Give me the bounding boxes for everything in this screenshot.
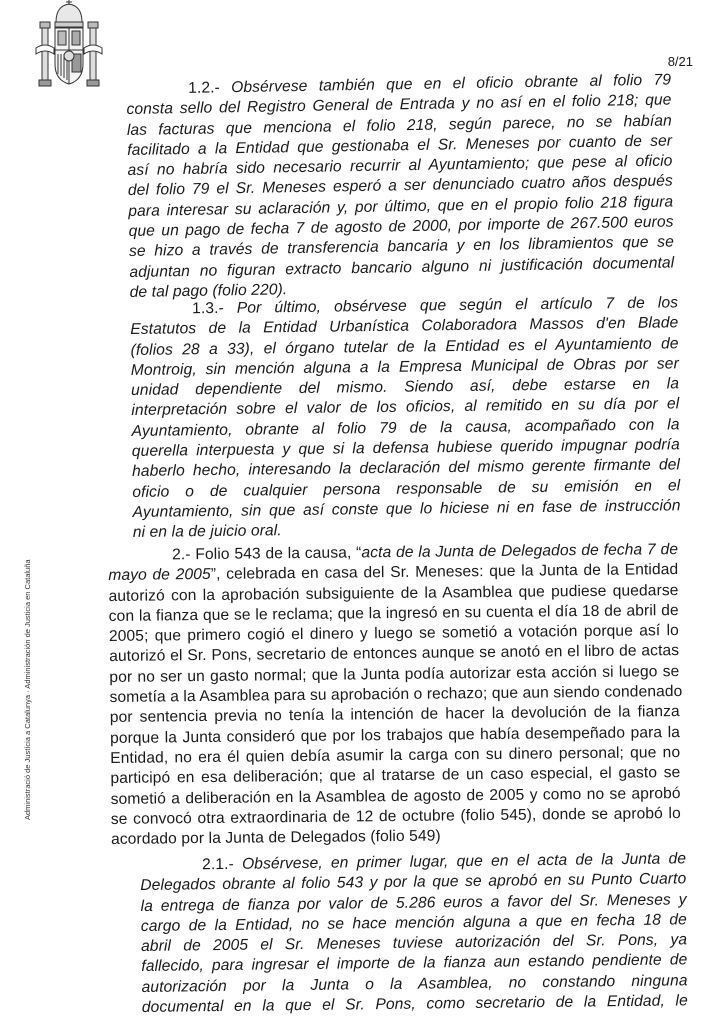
paragraph-number: 2.1.- <box>202 855 234 874</box>
text-line: unidad dependiente del mismo. Siendo así, debe estarse en la <box>131 375 680 400</box>
text-line: se hizo a través de transferencia bancaria y en los libramientos que se <box>128 233 675 261</box>
text-line: sometía a la Asamblea para su aprobación o rechazo; que aun siendo condenado <box>109 683 683 707</box>
text-line: Obsérvese también que en el oficio obrante al folio 79 <box>231 71 672 97</box>
text-line: cargo de la Entidad, no se hace mención alguna a que en fecha 18 de <box>140 911 687 935</box>
text-line: Entidad, no era él quien debía asumir la carga con su dinero personal; que no <box>110 743 681 767</box>
text-line: que un pago de fecha 7 de agosto de 2000, por importe de 267.500 euros <box>128 213 674 241</box>
text-line: para interesar su aclaración y, por último, que en el propio folio 218 figura <box>128 193 674 220</box>
text-line: con la fianza que se le reclama; que la ingresó en su cuenta el día 18 de abril de <box>108 601 679 625</box>
text-line: interpretación sobre el valor de los oficios, al remitido en su día por el <box>131 395 680 420</box>
text-line: oficio o de cualquier persona responsable de su emisión en el <box>132 476 681 501</box>
text-line: las facturas que menciona el folio 218, según parece, no se habían <box>126 112 672 139</box>
spain-coat-of-arms-icon <box>34 0 104 96</box>
text-line: autorizó el Sr. Pons, secretario de entonces aunque se anotó en el libro de actas <box>109 642 680 666</box>
paragraph-number: 1.3.- <box>192 299 224 318</box>
text-line: ni en la de juicio oral. <box>132 522 282 542</box>
text-line: haberlo hecho, interesando la declaración del mismo gerente firmante del <box>131 456 681 481</box>
paragraph-2 <box>108 540 681 850</box>
paragraph-1-3 <box>130 293 681 543</box>
text-line: sometió a deliberación en la Asamblea de agosto de 2005 y como no se aprobó <box>110 784 681 808</box>
text-line: querella interpuesta y que si la defensa hubiese querido impugnar podría <box>131 436 680 461</box>
text-line: Montroig, sin mención alguna a la Empresa Municipal de Obras por ser <box>130 355 679 379</box>
quoted-title: acta de la Junta de Delegados de fecha 7 de <box>361 541 679 562</box>
text-line: documental en la que el Sr. Pons, como secretario de la Entidad, le <box>141 992 688 1017</box>
text-fragment: Folio 543 de la causa, “ <box>195 544 362 564</box>
text-line: la entrega de fianza por valor de 5.286 euros a favor del Sr. Meneses y <box>140 890 687 915</box>
text-line: fallecido, para ingresar el importe de la fianza aun estando pendiente de <box>141 951 688 976</box>
text-line: de tal pago (folio 220). <box>129 281 288 301</box>
text-line: Ayuntamiento, obrante al folio 79 de la causa, acompañado con la <box>131 416 680 440</box>
text-line: por sentencia previa no tenía la intención de hacer la devolución de la fianza <box>109 703 680 727</box>
paragraph-number: 2.- <box>172 546 191 564</box>
text-fragment: ”, celebrada en casa del Sr. Meneses: que la Junta de la Entidad <box>210 561 679 584</box>
text-line: acordado por la Junta de Delegados (folio 549) <box>110 827 441 849</box>
paragraph-1-2 <box>126 70 675 303</box>
text-line: (folios 28 a 33), el órgano tutelar de la Entidad es el Ayuntamiento de <box>130 334 679 359</box>
text-line: Por último, obsérvese que según el artículo 7 de los <box>236 294 679 317</box>
text-line: Estatutos de la Entidad Urbanística Colaboradora Massos d'en Blade <box>130 314 679 339</box>
text-line: así no habría sido necesario recurrir al Ayuntamiento; que pese al oficio <box>127 152 673 180</box>
text-line: facilitado a la Entidad que gestionaba el Sr. Meneses por cuanto de ser <box>127 132 673 159</box>
text-line: 2005; que primero cogió el dinero y luego se sometió a votación porque así lo <box>108 622 680 646</box>
quoted-title: mayo de 2005 <box>108 566 211 585</box>
text-line: abril de 2005 el Sr. Meneses tuviese autorización del Sr. Pons, ya <box>141 931 688 956</box>
text-line: porque la Junta consideró que por los trabajos que había desempeñado para la <box>109 723 681 747</box>
text-line: adjuntan no figuran extracto bancario alguno ni justificación documental <box>129 254 675 281</box>
text-line: por no ser un gasto normal; que la Junta podía autorizar esta acción si luego se <box>109 662 680 686</box>
text-line: Obsérvese, en primer lugar, que en el acta de la Junta de <box>241 850 687 873</box>
text-line: se convocó otra extraordinaria de 12 de octubre (folio 545), donde se aprobó lo <box>110 804 681 828</box>
paragraph-number: 1.2.- <box>188 79 221 97</box>
text-line: autorización por la Junta o la Asamblea, no constando ninguna <box>141 972 688 996</box>
text-line: Delegados obrante al folio 543 y por la que se aprobó en su Punto Cuarto <box>140 870 687 895</box>
text-line: Ayuntamiento, sin que así conste que lo hiciese ni en fase de instrucción <box>132 497 681 521</box>
paragraph-2-1 <box>140 849 688 1018</box>
text-line: autorizó con la aprobación subsiguiente de la Asamblea que pudiese quedarse <box>108 581 679 605</box>
court-sidebar-label: Administració de Justícia a Catalunya · Administración de Justicia en Cataluña <box>23 559 32 820</box>
text-line: del folio 79 el Sr. Meneses esperó a ser denunciado cuatro años después <box>127 172 674 200</box>
page-number: 8/21 <box>667 54 693 69</box>
text-line: participó en esa deliberación; que al tratarse de un caso especial, el gasto se <box>110 764 681 788</box>
text-line: consta sello del Registro General de Entrada y no así en el folio 218; que <box>126 91 672 119</box>
